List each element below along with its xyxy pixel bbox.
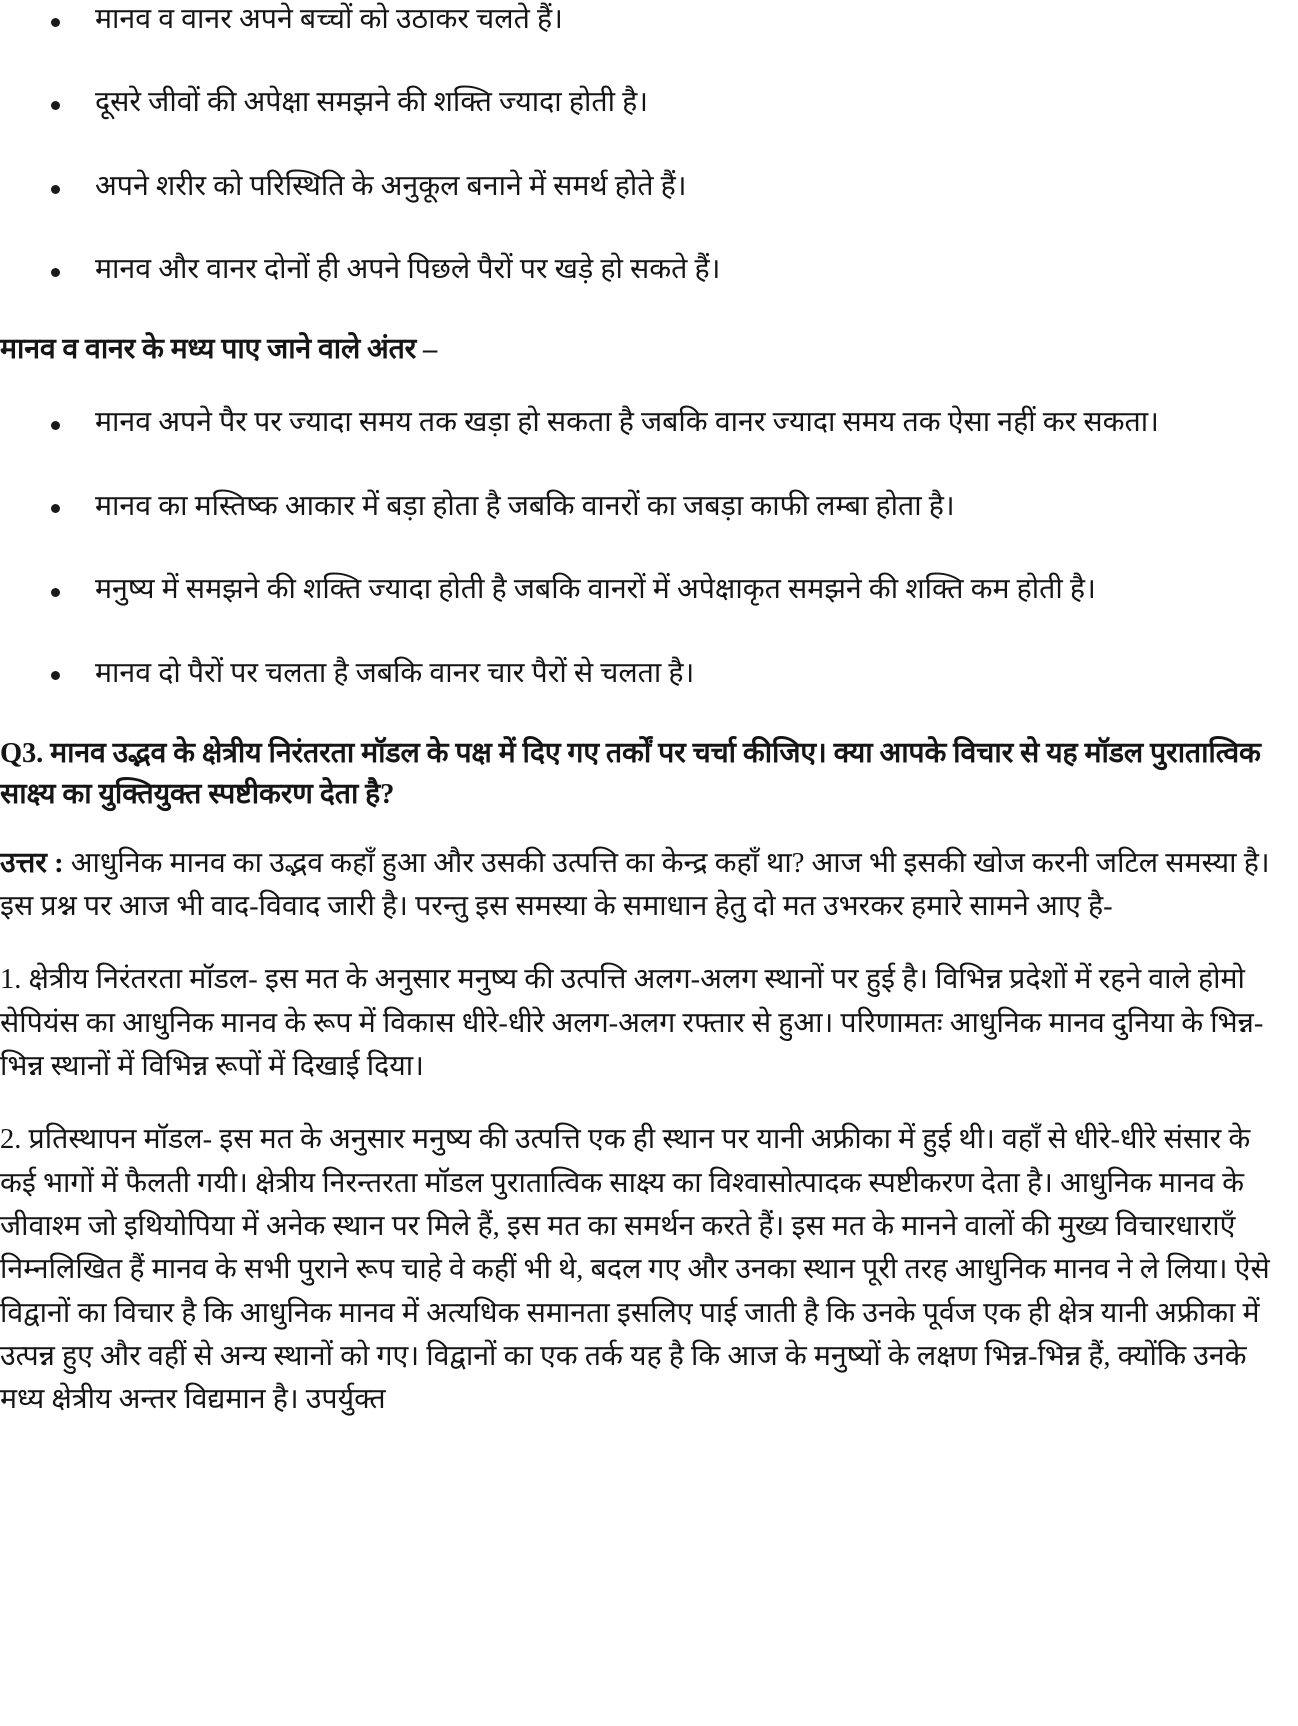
- list-item-text: अपने शरीर को परिस्थिति के अनुकूल बनाने में समर्थ होते हैं।: [95, 170, 687, 202]
- list-item: [0, 403, 1298, 443]
- differences-heading: मानव व वानर के मध्य पाए जाने वाले अंतर –: [0, 333, 438, 365]
- similarities-list: [0, 0, 1298, 291]
- answer-label: उत्तर :: [0, 847, 64, 879]
- list-item: [0, 570, 1298, 610]
- list-item: [0, 83, 1298, 123]
- list-item: [0, 167, 1298, 207]
- list-item-text: मानव व वानर अपने बच्चों को उठाकर चलते हैं।: [95, 4, 563, 35]
- list-item: [0, 654, 1298, 694]
- list-item: [0, 0, 1298, 40]
- list-item-text: मानव अपने पैर पर ज्यादा समय तक खड़ा हो सकता है जबकि वानर ज्यादा समय तक ऐसा नहीं कर सकता।: [95, 407, 1159, 439]
- list-item-text: मानव और वानर दोनों ही अपने पिछले पैरों पर खड़े हो सकते हैं।: [95, 254, 721, 286]
- answer-intro-text: आधुनिक मानव का उद्भव कहाँ हुआ और उसकी उत्पत्ति का केन्द्र कहाँ था? आज भी इसकी खोज करनी जटिल समस्या है। इस प्रश्न पर आज भी वाद-विवाद जारी है। परन्तु इस समस्या के समाधान हेतु दो मत उभरकर हमारे सामने आए है-: [0, 847, 1270, 923]
- answer-point-one-paragraph: 1. क्षेत्रीय निरंतरता मॉडल- इस मत के अनुसार मनुष्य की उत्पत्ति अलग-अलग स्थानों पर हुई है। विभिन्न प्रदेशों में रहने वाले होमो सेपियंस का आधुनिक मानव के रूप में विकास धीरे-धीरे अलग-अलग रफ्तार से हुआ। परिणामतः आधुनिक मानव दुनिया के भिन्न-भिन्न स्थानों में विभिन्न रूपों में दिखाई दिया।: [0, 964, 1264, 1082]
- list-item-text: मनुष्य में समझने की शक्ति ज्यादा होती है जबकि वानरों में अपेक्षाकृत समझने की शक्ति कम होती है।: [95, 574, 1096, 606]
- list-item-text: मानव दो पैरों पर चलता है जबकि वानर चार पैरों से चलता है।: [95, 657, 695, 689]
- list-item-text: दूसरे जीवों की अपेक्षा समझने की शक्ति ज्यादा होती है।: [95, 87, 649, 119]
- list-item: [0, 250, 1298, 290]
- answer-point-two-paragraph: 2. प्रतिस्थापन मॉडल- इस मत के अनुसार मनुष्य की उत्पत्ति एक ही स्थान पर यानी अफ्रीका में हुई थी। वहाँ से धीरे-धीरे संसार के कई भागों में फैलती गयी। क्षेत्रीय निरन्तरता मॉडल पुरातात्विक साक्ष्य का विश्वासोत्पादक स्पष्टीकरण देता है। आधुनिक मानव के जीवाश्म जो इथियोपिया में अनेक स्थान पर मिले हैं, इस मत का समर्थन करते हैं। इस मत के मानने वालों की मुख्य विचारधाराएँ निम्नलिखित हैं मानव के सभी पुराने रूप चाहे वे कहीं भी थे, बदल गए और उनका स्थान पूरी तरह आधुनिक मानव ने ले लिया। ऐसे विद्वानों का विचार है कि आधुनिक मानव में अत्यधिक समानता इसलिए पाई जाती है कि उनके पूर्वज एक ही क्षेत्र यानी अफ्रीका में उत्पन्न हुए और वहीं से अन्य स्थानों को गए। विद्वानों का एक तर्क यह है कि आज के मनुष्यों के लक्षण भिन्न-भिन्न हैं, क्योंकि उनके मध्य क्षेत्रीय अन्तर विद्यमान है। उपर्युक्त: [0, 1124, 1270, 1416]
- question-heading: Q3. मानव उद्भव के क्षेत्रीय निरंतरता मॉडल के पक्ष में दिए गए तर्कों पर चर्चा कीजिए। क्या आपके विचार से यह मॉडल पुरातात्विक साक्ष्य का युक्तियुक्त स्पष्टीकरण देता है?: [0, 738, 1261, 810]
- answer-intro-paragraph: [0, 842, 1298, 929]
- list-item-text: मानव का मस्तिष्क आकार में बड़ा होता है जबकि वानरों का जबड़ा काफी लम्बा होता है।: [95, 490, 955, 522]
- list-item: [0, 487, 1298, 527]
- differences-list: [0, 403, 1298, 694]
